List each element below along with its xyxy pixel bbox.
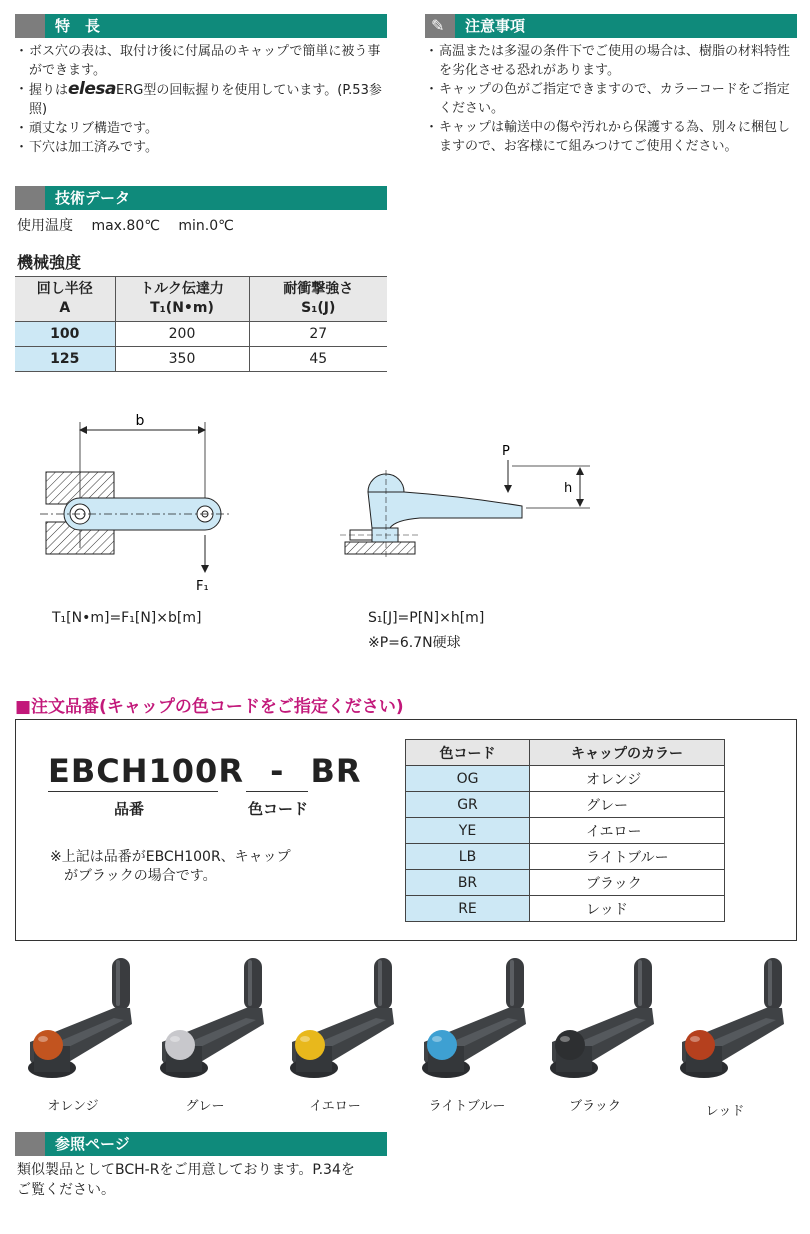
technical-diagram [0,400,810,610]
elesa-logo: elesa [68,79,116,99]
label-p: P [502,444,510,459]
cap-icon [295,1030,325,1060]
table-row: 100 200 27 [15,322,387,347]
strength-table [15,276,387,372]
color-code: BR [310,752,362,790]
product-item [540,950,668,1130]
part-code: EBCH100R [48,752,244,790]
product-item [670,950,798,1130]
temp-label: 使用温度 [17,218,73,234]
crank-handle-image [18,950,146,1090]
product-caption: レッド [705,1104,745,1119]
table-row: RE レッド [406,896,725,922]
order-title: ■注文品番(キャップの色コードをご指定ください) [15,697,404,717]
temp-max: max.80℃ [91,218,160,234]
caution-header [425,14,797,38]
caution-item: ・ キャップの色がご指定できますので、カラーコードをご指定ください。 [427,80,799,118]
crank-handle-image [670,950,798,1090]
product-gallery [0,950,810,1130]
product-item [280,950,408,1130]
formula-torque: T₁[N•m]=F₁[N]×b[m] [52,610,202,626]
crank-handle-image [540,950,668,1090]
label-f: F₁ [196,579,209,594]
impact-diagram [340,444,590,560]
table-row: 125 350 45 [15,347,387,372]
crank-handle-image [150,950,278,1090]
table-row: LB ライトブルー [406,844,725,870]
features-item: ・ 下穴は加工済みです。 [17,138,389,157]
cap-icon [555,1030,585,1060]
features-item: ・ ボス穴の表は、取付け後に付属品のキャップで簡単に被う事ができます。 [17,42,389,80]
caution-title: 注意事項 [465,17,526,35]
temperature-line [17,215,234,235]
cap-icon [33,1030,63,1060]
code-dash: - [270,752,285,790]
features-item: ・ 握りはelesaERG型の回転握りを使用しています。(P.53参照) [17,80,389,119]
reference-text: 類似製品としてBCH-Rをご用意しております。P.34を ご覧ください。 [17,1162,355,1198]
label-b: b [135,413,145,429]
caution-item: ・ 高温または多湿の条件下でご使用の場合は、樹脂の材料特性を劣化させる恐れがあります。 [427,42,799,80]
features-header [15,14,387,38]
order-note: ※上記は品番がEBCH100R、キャップ がブラックの場合です。 [50,849,291,884]
label-h: h [564,481,573,496]
product-caption: ブラック [569,1099,621,1114]
crank-handle-image [280,950,408,1090]
header-radius: 回し半径 A [15,277,115,322]
header-torque: トルク伝達力 T₁(N•m) [115,277,249,322]
color-underline [246,791,308,792]
product-caption: グレー [185,1099,225,1114]
strength-title: 機械強度 [17,253,82,272]
crank-handle-image [412,950,540,1090]
pencil-icon: ✎ [431,16,445,35]
color-label: 色コード [248,800,309,818]
reference-header [15,1132,387,1156]
table-row: YE イエロー [406,818,725,844]
temp-min: min.0℃ [178,218,234,234]
caution-item: ・ キャップは輸送中の傷や汚れから保護する為、別々に梱包しますので、お客様にて組みつけてご使用ください。 [427,118,799,156]
strength-header-row [15,277,387,322]
part-number-line [48,752,362,790]
formula-impact: S₁[J]=P[N]×h[m] [368,610,485,626]
color-table-header: 色コード キャップのカラー [406,740,725,766]
part-underline [48,791,218,792]
part-label: 品番 [114,800,145,818]
product-caption: イエロー [309,1099,361,1114]
product-item [150,950,278,1130]
product-caption: オレンジ [47,1099,99,1114]
product-item [412,950,540,1130]
product-item [18,950,146,1130]
torque-diagram [40,413,230,594]
reference-title: 参照ページ [55,1135,130,1153]
caution-list [427,42,799,156]
impact-note: ※P=6.7N硬球 [368,635,461,651]
table-row: BR ブラック [406,870,725,896]
table-row: OG オレンジ [406,766,725,792]
cap-icon [427,1030,457,1060]
features-title: 特 長 [55,17,101,35]
tech-title: 技術データ [55,189,131,207]
cap-icon [685,1030,715,1060]
features-item: ・ 頑丈なリブ構造です。 [17,119,389,138]
features-list [17,42,389,157]
header-impact: 耐衝撃強さ S₁(J) [249,277,387,322]
table-row: GR グレー [406,792,725,818]
color-code-table [405,739,725,922]
tech-header [15,186,387,210]
cap-icon [165,1030,195,1060]
product-caption: ライトブルー [428,1099,506,1114]
